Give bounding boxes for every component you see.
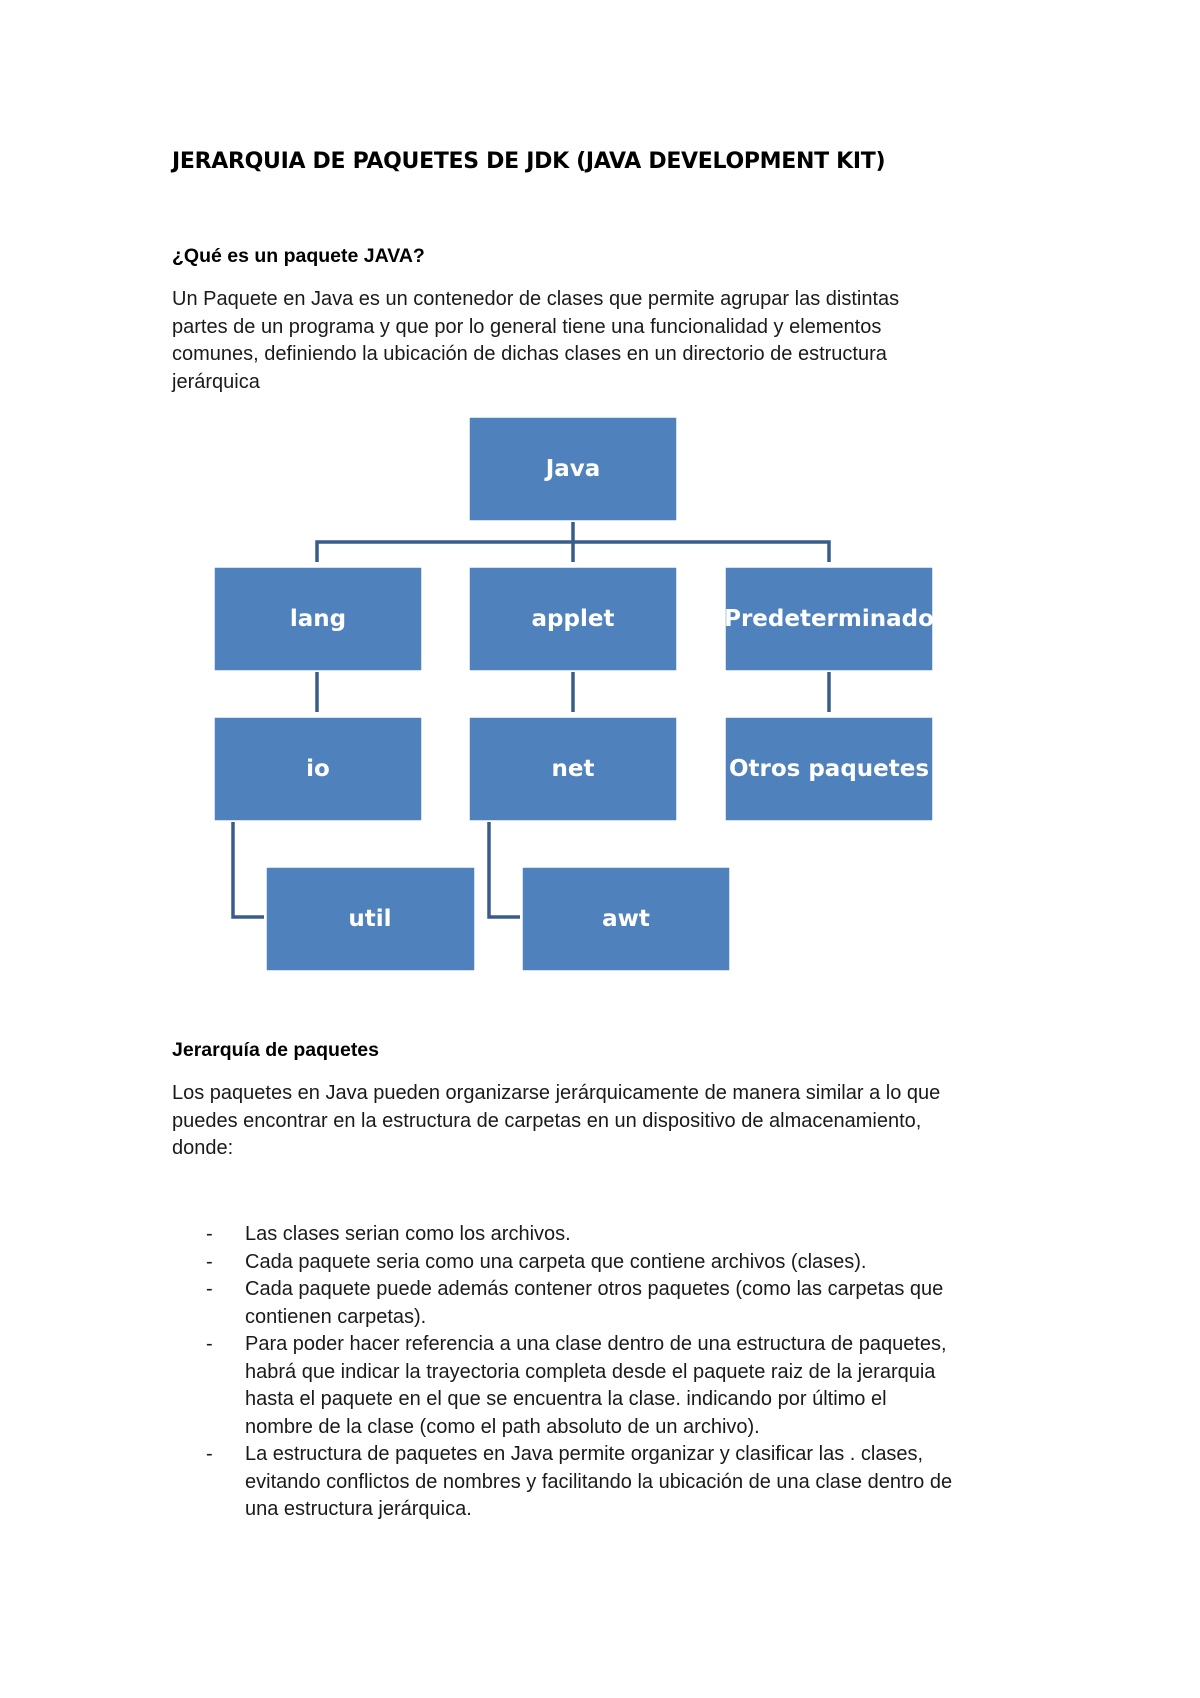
node-label: Predeterminado	[724, 606, 934, 632]
list-item	[172, 1249, 1072, 1277]
list-item-line: Las clases serian como los archivos.	[245, 1223, 571, 1245]
list-item-line: La estructura de paquetes en Java permite organizar y clasificar las . clases,	[245, 1443, 924, 1465]
list-item	[172, 1441, 1072, 1524]
list-item-line: Para poder hacer referencia a una clase dentro de una estructura de paquetes,	[245, 1333, 947, 1355]
list-item-line: contienen carpetas).	[245, 1305, 427, 1328]
node-label: lang	[289, 606, 347, 632]
paragraph-line: jerárquica	[172, 370, 260, 393]
paragraph-line: Los paquetes en Java pueden organizarse jerárquicamente de manera similar a lo que	[172, 1082, 941, 1104]
node-label: Otros paquetes	[728, 756, 930, 782]
bullet-marker: -	[206, 1333, 213, 1355]
node-util	[266, 867, 475, 971]
node-lang	[214, 567, 422, 671]
connector-io-util	[233, 822, 264, 917]
bullet-marker: -	[206, 1443, 213, 1465]
node-predeterminado	[724, 567, 934, 671]
list-item-line: habrá que indicar la trayectoria completa desde el paquete raiz de la jerarquia	[245, 1360, 936, 1383]
page-title: JERARQUIA DE PAQUETES DE JDK (JAVA DEVELOPMENT KIT)	[172, 149, 886, 174]
section-heading-jerarquia: Jerarquía de paquetes	[172, 1039, 379, 1061]
bullet-list	[172, 1221, 1072, 1524]
node-label: net	[551, 756, 595, 782]
node-otros-paquetes	[725, 717, 933, 821]
node-label: awt	[602, 906, 650, 932]
node-net	[469, 717, 677, 821]
node-applet	[469, 567, 677, 671]
node-label: util	[348, 906, 392, 932]
connector-java-children	[317, 522, 829, 562]
list-item	[172, 1331, 1072, 1441]
bullet-marker: -	[206, 1223, 213, 1245]
paragraph-line: Un Paquete en Java es un contenedor de clases que permite agrupar las distintas	[172, 288, 900, 310]
node-io	[214, 717, 422, 821]
node-label: io	[306, 756, 330, 782]
node-label: applet	[531, 606, 615, 632]
node-awt	[522, 867, 730, 971]
list-item	[172, 1276, 1072, 1331]
list-item-line: Cada paquete seria como una carpeta que contiene archivos (clases).	[245, 1250, 867, 1273]
list-item-line: hasta el paquete en el que se encuentra la clase. indicando por último el	[245, 1388, 887, 1410]
list-item-line: nombre de la clase (como el path absoluto de un archivo).	[245, 1415, 760, 1438]
paragraph-jerarquia	[172, 1080, 1052, 1163]
paragraph-line: partes de un programa y que por lo general tiene una funcionalidad y elementos	[172, 315, 882, 338]
node-label: Java	[545, 456, 601, 482]
list-item-line: Cada paquete puede además contener otros paquetes (como las carpetas que	[245, 1278, 944, 1300]
paragraph-line: donde:	[172, 1137, 234, 1159]
paragraph-line: comunes, definiendo la ubicación de dichas clases en un directorio de estructura	[172, 343, 887, 365]
section-heading-que-es: ¿Qué es un paquete JAVA?	[172, 245, 425, 267]
bullet-marker: -	[206, 1250, 213, 1273]
paragraph-line: puedes encontrar en la estructura de carpetas en un dispositivo de almacenamiento,	[172, 1109, 922, 1132]
node-java	[469, 417, 677, 521]
list-item-line: evitando conflictos de nombres y facilitando la ubicación de una clase dentro de	[245, 1470, 953, 1493]
connector-net-awt	[489, 822, 520, 917]
list-item-line: una estructura jerárquica.	[245, 1498, 472, 1520]
list-item	[172, 1221, 1072, 1249]
bullet-marker: -	[206, 1278, 213, 1300]
